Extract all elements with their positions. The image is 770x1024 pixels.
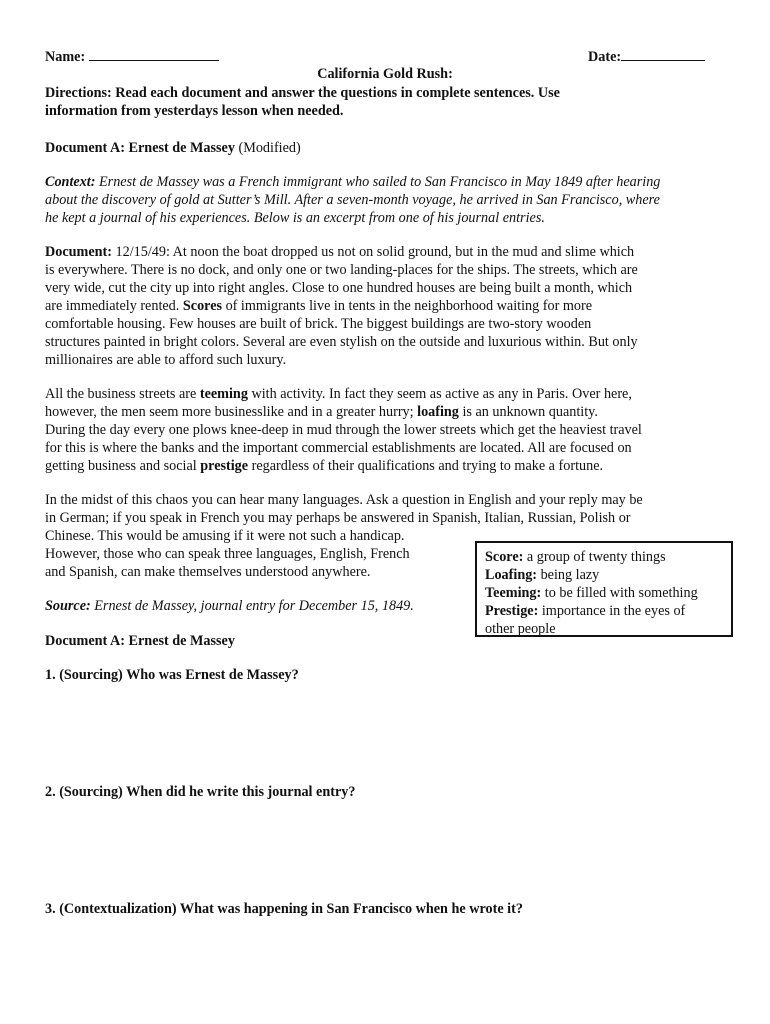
para2-line-3: During the day every one plows knee-deep in mud through the lower streets which get the heaviest travel <box>45 422 642 438</box>
glossary-item-prestige-cont: other people <box>485 621 556 637</box>
doc-line-6: structures painted in bright colors. Several are even stylish on the outside and luxurious within. But only <box>45 334 638 350</box>
glossary-item-score: Score: a group of twenty things <box>485 549 666 565</box>
para2-line-2: however, the men seem more businesslike and in a greater hurry; loafing is an unknown quantity. <box>45 404 598 420</box>
para2-line-1: All the business streets are teeming with activity. In fact they seem as active as any in Paris. Over here, <box>45 386 632 402</box>
page-title: California Gold Rush: <box>317 66 453 82</box>
answer-area-1[interactable] <box>45 688 727 778</box>
date-label: Date: <box>588 47 705 66</box>
para3-line-2: in German; if you speak in French you may perhaps be answered in Spanish, Italian, Russian, Polish or <box>45 510 631 526</box>
glossary-box <box>475 541 733 637</box>
glossary-item-loafing: Loafing: being lazy <box>485 567 600 583</box>
question-2: 2. (Sourcing) When did he write this journal entry? <box>45 784 356 800</box>
doc-line-2: is everywhere. There is no dock, and only one or two landing-places for the ships. The streets, which are <box>45 262 638 278</box>
directions-line-2: information from yesterdays lesson when needed. <box>45 103 344 119</box>
doc-line-1: Document: 12/15/49: At noon the boat dropped us not on solid ground, but in the mud and slime which <box>45 244 635 260</box>
para2-line-4: for this is where the banks and the important commercial establishments are located. All are focused on <box>45 440 632 456</box>
doc-line-3: very wide, cut the city up into right angles. Close to one hundred houses are being built a month, which <box>45 280 633 296</box>
document-a-heading: Document A: Ernest de Massey (Modified) <box>45 140 301 156</box>
doc-line-5: comfortable housing. Few houses are built of brick. The biggest buildings are two-story wooden <box>45 316 592 332</box>
name-blank[interactable] <box>89 47 219 61</box>
answer-area-2[interactable] <box>45 805 727 895</box>
para2-line-5: getting business and social prestige regardless of their qualifications and trying to make a fortune. <box>45 458 604 474</box>
question-3: 3. (Contextualization) What was happening in San Francisco when he wrote it? <box>45 901 523 917</box>
glossary-item-teeming: Teeming: to be filled with something <box>485 585 698 601</box>
glossary-item-prestige: Prestige: importance in the eyes of <box>485 603 686 619</box>
context-line-3: he kept a journal of his experiences. Below is an excerpt from one of his journal entries. <box>45 210 545 226</box>
para3-line-3: Chinese. This would be amusing if it were not such a handicap. <box>45 528 405 544</box>
answer-area-3[interactable] <box>45 922 727 1012</box>
directions-line-1: Directions: Read each document and answer the questions in complete sentences. Use <box>45 85 560 101</box>
name-label: Name: <box>45 47 219 66</box>
context-line-1: Context: Ernest de Massey was a French immigrant who sailed to San Francisco in May 1849 after hearing <box>45 174 661 190</box>
question-1: 1. (Sourcing) Who was Ernest de Massey? <box>45 667 299 683</box>
para3-line-4: However, those who can speak three languages, English, French <box>45 546 410 562</box>
source-line: Source: Ernest de Massey, journal entry for December 15, 1849. <box>45 598 414 614</box>
para3-line-1: In the midst of this chaos you can hear many languages. Ask a question in English and your reply may be <box>45 492 643 508</box>
doc-line-7: millionaires are able to afford such luxury. <box>45 352 287 368</box>
date-blank[interactable] <box>621 47 705 61</box>
document-a-repeat-heading: Document A: Ernest de Massey <box>45 633 235 649</box>
context-line-2: about the discovery of gold at Sutter’s Mill. After a seven-month voyage, he arrived in San Francisco, where <box>45 192 660 208</box>
doc-line-4: are immediately rented. Scores of immigrants live in tents in the neighborhood waiting for more <box>45 298 593 314</box>
para3-line-5: and Spanish, can make themselves understood anywhere. <box>45 564 371 580</box>
